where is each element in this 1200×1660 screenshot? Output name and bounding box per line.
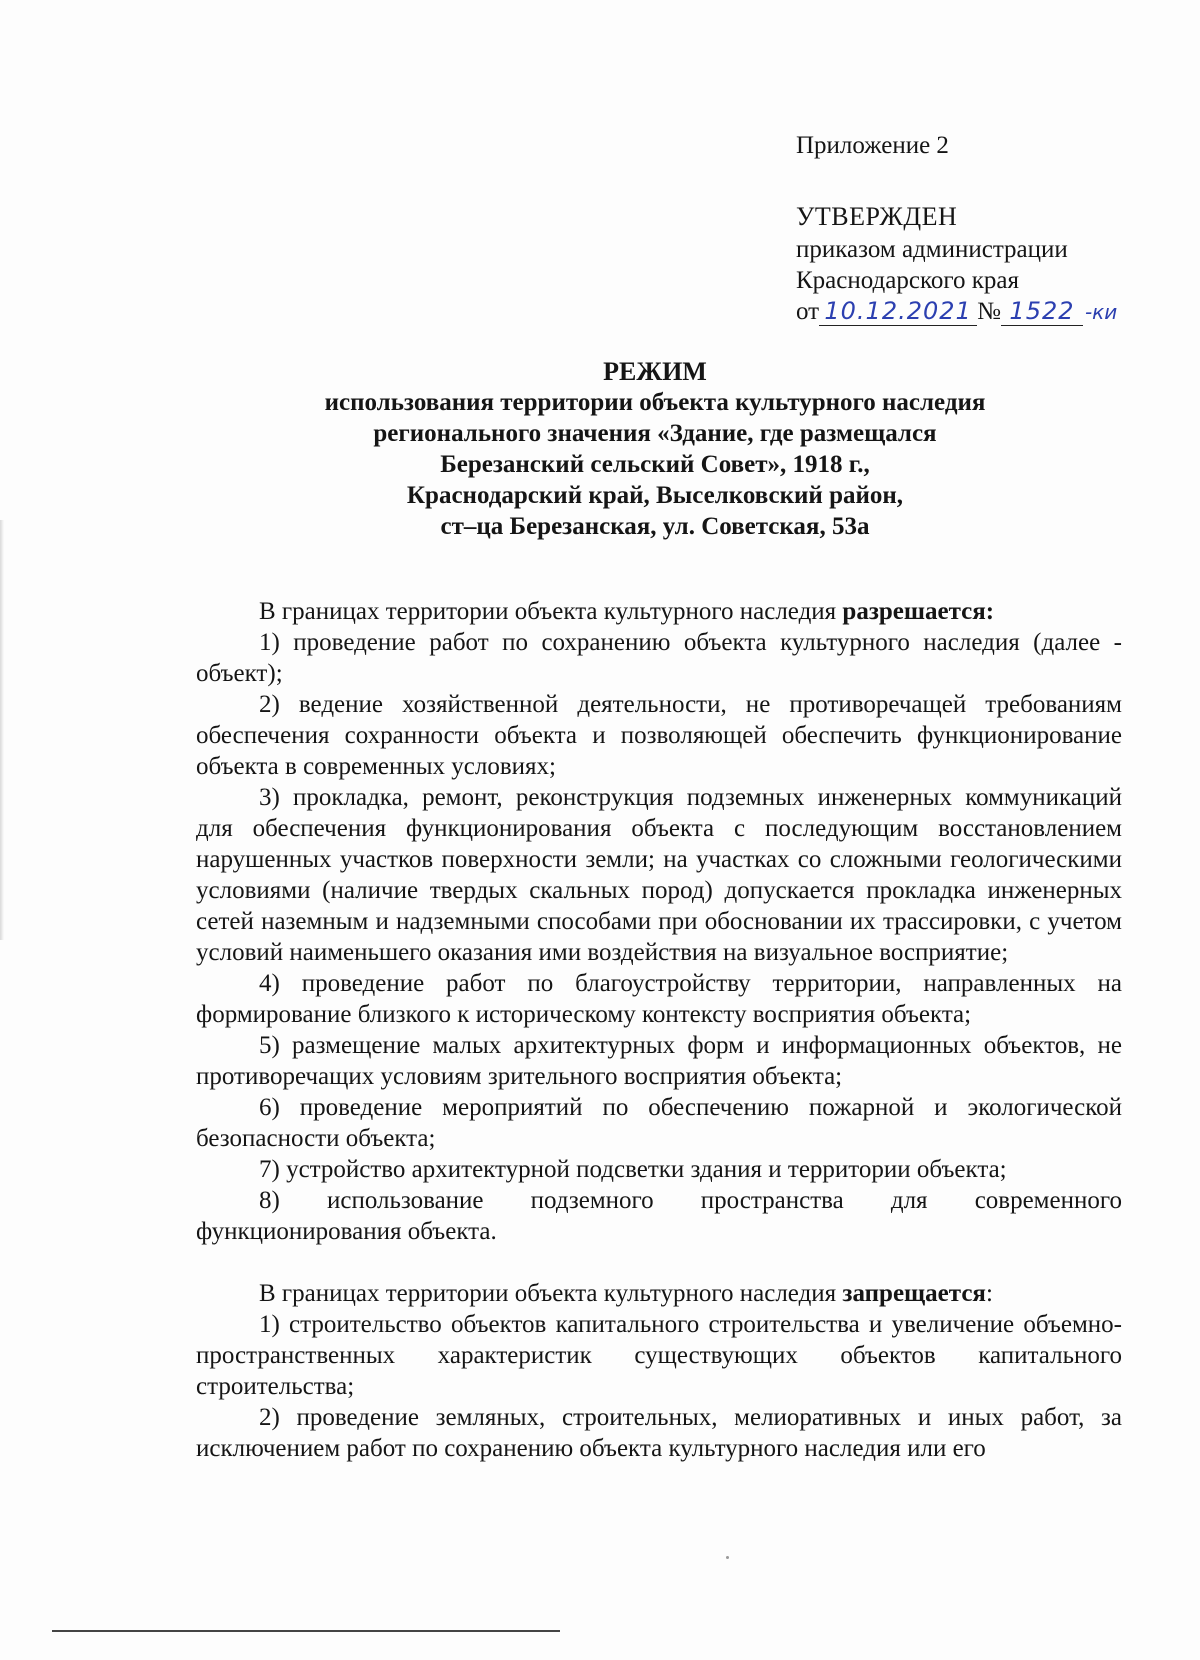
document-title: [150, 356, 1160, 542]
number-blank: [1001, 298, 1083, 326]
forbidden-colon: :: [985, 1280, 993, 1307]
appendix-label: Приложение 2: [796, 132, 949, 159]
number-label: №: [977, 298, 1001, 325]
title-line: регионального значения «Здание, где размещался: [373, 420, 937, 447]
handwritten-date: 10.12.2021: [824, 297, 972, 325]
approval-header: [796, 130, 1176, 328]
allowed-intro: [196, 596, 1122, 627]
forbidden-item: 1) строительство объектов капитального строительства и увеличение объемно-пространственных характеристик существующих объектов капитального строительства;: [196, 1311, 1122, 1400]
allowed-item: 5) размещение малых архитектурных форм и информационных объектов, не противоречащих условиям зрительного восприятия объекта;: [196, 1032, 1122, 1090]
allowed-item: 2) ведение хозяйственной деятельности, не противоречащей требованиям обеспечения сохранности объекта и позволяющей обеспечить функционирование объекта в современных условиях;: [196, 691, 1122, 780]
allowed-item: 3) прокладка, ремонт, реконструкция подземных инженерных коммуникаций для обеспечения функционирования объекта с последующим восстановлением нарушенных участков поверхности земли; на участках со сложными геологическими условиями (наличие твердых скальных пород) допускается прокладка инженерных сетей наземным и надземными способами при обосновании их трассировки, с учетом условий наименьшего оказания ими воздействия на визуальное восприятие;: [196, 784, 1122, 966]
allowed-item: 4) проведение работ по благоустройству территории, направленных на формирование близкого к историческому контексту восприятия объекта;: [196, 970, 1122, 1028]
allowed-keyword: разрешается:: [842, 598, 995, 625]
document-body: [196, 596, 1122, 1464]
scan-shadow: [0, 520, 4, 940]
title-line: ст–ца Березанская, ул. Советская, 53а: [440, 513, 870, 540]
approval-line-2: Краснодарского края: [796, 267, 1019, 294]
date-blank: [819, 298, 977, 326]
approved-label: УТВЕРЖДЕН: [796, 202, 958, 231]
forbidden-intro: [196, 1278, 1122, 1309]
forbidden-intro-text: В границах территории объекта культурного наследия: [259, 1280, 843, 1307]
allowed-item: 1) проведение работ по сохранению объекта культурного наследия (далее - объект);: [196, 629, 1122, 687]
allowed-item: 8) использование подземного пространства для современного функционирования объекта.: [196, 1187, 1122, 1245]
allowed-item: 7) устройство архитектурной подсветки здания и территории объекта;: [259, 1156, 1007, 1183]
order-date-number-line: [796, 296, 1176, 328]
allowed-intro-text: В границах территории объекта культурного наследия: [259, 598, 843, 625]
title-line: использования территории объекта культурного наследия: [324, 389, 986, 416]
title-heading: РЕЖИМ: [603, 357, 707, 386]
forbidden-item: 2) проведение земляных, строительных, мелиоративных и иных работ, за исключением работ по сохранению объекта культурного наследия или его: [196, 1404, 1122, 1462]
footer-rule: [52, 1630, 560, 1632]
approval-line-1: приказом администрации: [796, 236, 1068, 263]
title-line: Березанский сельский Совет», 1918 г.,: [440, 451, 870, 478]
from-label: от: [796, 298, 820, 325]
forbidden-keyword: запрещается: [842, 1280, 986, 1307]
handwritten-number-suffix: -ки: [1084, 300, 1118, 324]
scan-speck: [726, 1556, 729, 1559]
allowed-item: 6) проведение мероприятий по обеспечению пожарной и экологической безопасности объекта;: [196, 1094, 1122, 1152]
title-line: Краснодарский край, Выселковский район,: [406, 482, 904, 509]
handwritten-number: 1522: [1009, 297, 1075, 325]
